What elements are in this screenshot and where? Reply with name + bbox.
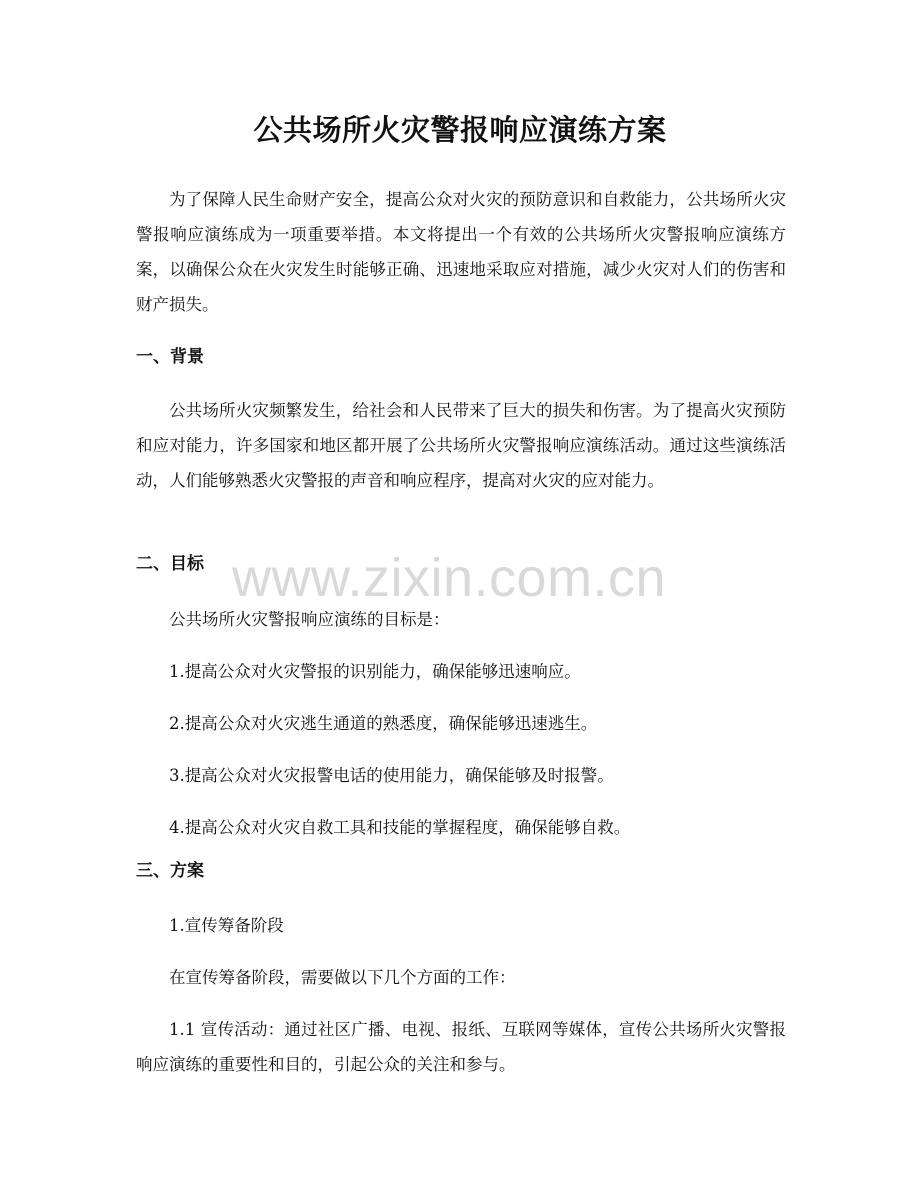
goal-item-1: 1.提高公众对火灾警报的识别能力，确保能够迅速响应。 — [169, 662, 581, 681]
section-heading-background: 一、背景 — [136, 347, 204, 367]
background-paragraph: 公共场所火灾频繁发生，给社会和人民带来了巨大的损失和伤害。为了提高火灾预防和应对能力，许多国家和地区都开展了公共场所火灾警报响应演练活动。通过这些演练活动，人们能够熟悉火灾警报的声音和响应程序，提高对火灾的应对能力。 — [136, 401, 786, 490]
goal-item-4: 4.提高公众对火灾自救工具和技能的掌握程度，确保能够自救。 — [169, 818, 631, 837]
watermark: www.zixin.com.cn — [232, 548, 667, 608]
intro-paragraph: 为了保障人民生命财产安全，提高公众对火灾的预防意识和自救能力，公共场所火灾警报响应演练成为一项重要举措。本文将提出一个有效的公共场所火灾警报响应演练方案，以确保公众在火灾发生时能够正确、迅速地采取应对措施，减少火灾对人们的伤害和财产损失。 — [136, 190, 786, 314]
plan-sub1-item1: 1.1 宣传活动：通过社区广播、电视、报纸、互联网等媒体，宣传公共场所火灾警报响应演练的重要性和目的，引起公众的关注和参与。 — [136, 1020, 786, 1074]
section-heading-goals: 二、目标 — [136, 554, 204, 574]
section-heading-plan: 三、方案 — [136, 861, 204, 881]
goals-lead: 公共场所火灾警报响应演练的目标是： — [169, 610, 450, 629]
plan-sub1-lead: 在宣传筹备阶段，需要做以下几个方面的工作： — [169, 968, 516, 987]
goal-item-2: 2.提高公众对火灾逃生通道的熟悉度，确保能够迅速逃生。 — [169, 714, 598, 733]
plan-subheading-1: 1.宣传筹备阶段 — [169, 916, 284, 935]
document-title: 公共场所火灾警报响应演练方案 — [253, 113, 667, 147]
goal-item-3: 3.提高公众对火灾报警电话的使用能力，确保能够及时报警。 — [169, 766, 614, 785]
